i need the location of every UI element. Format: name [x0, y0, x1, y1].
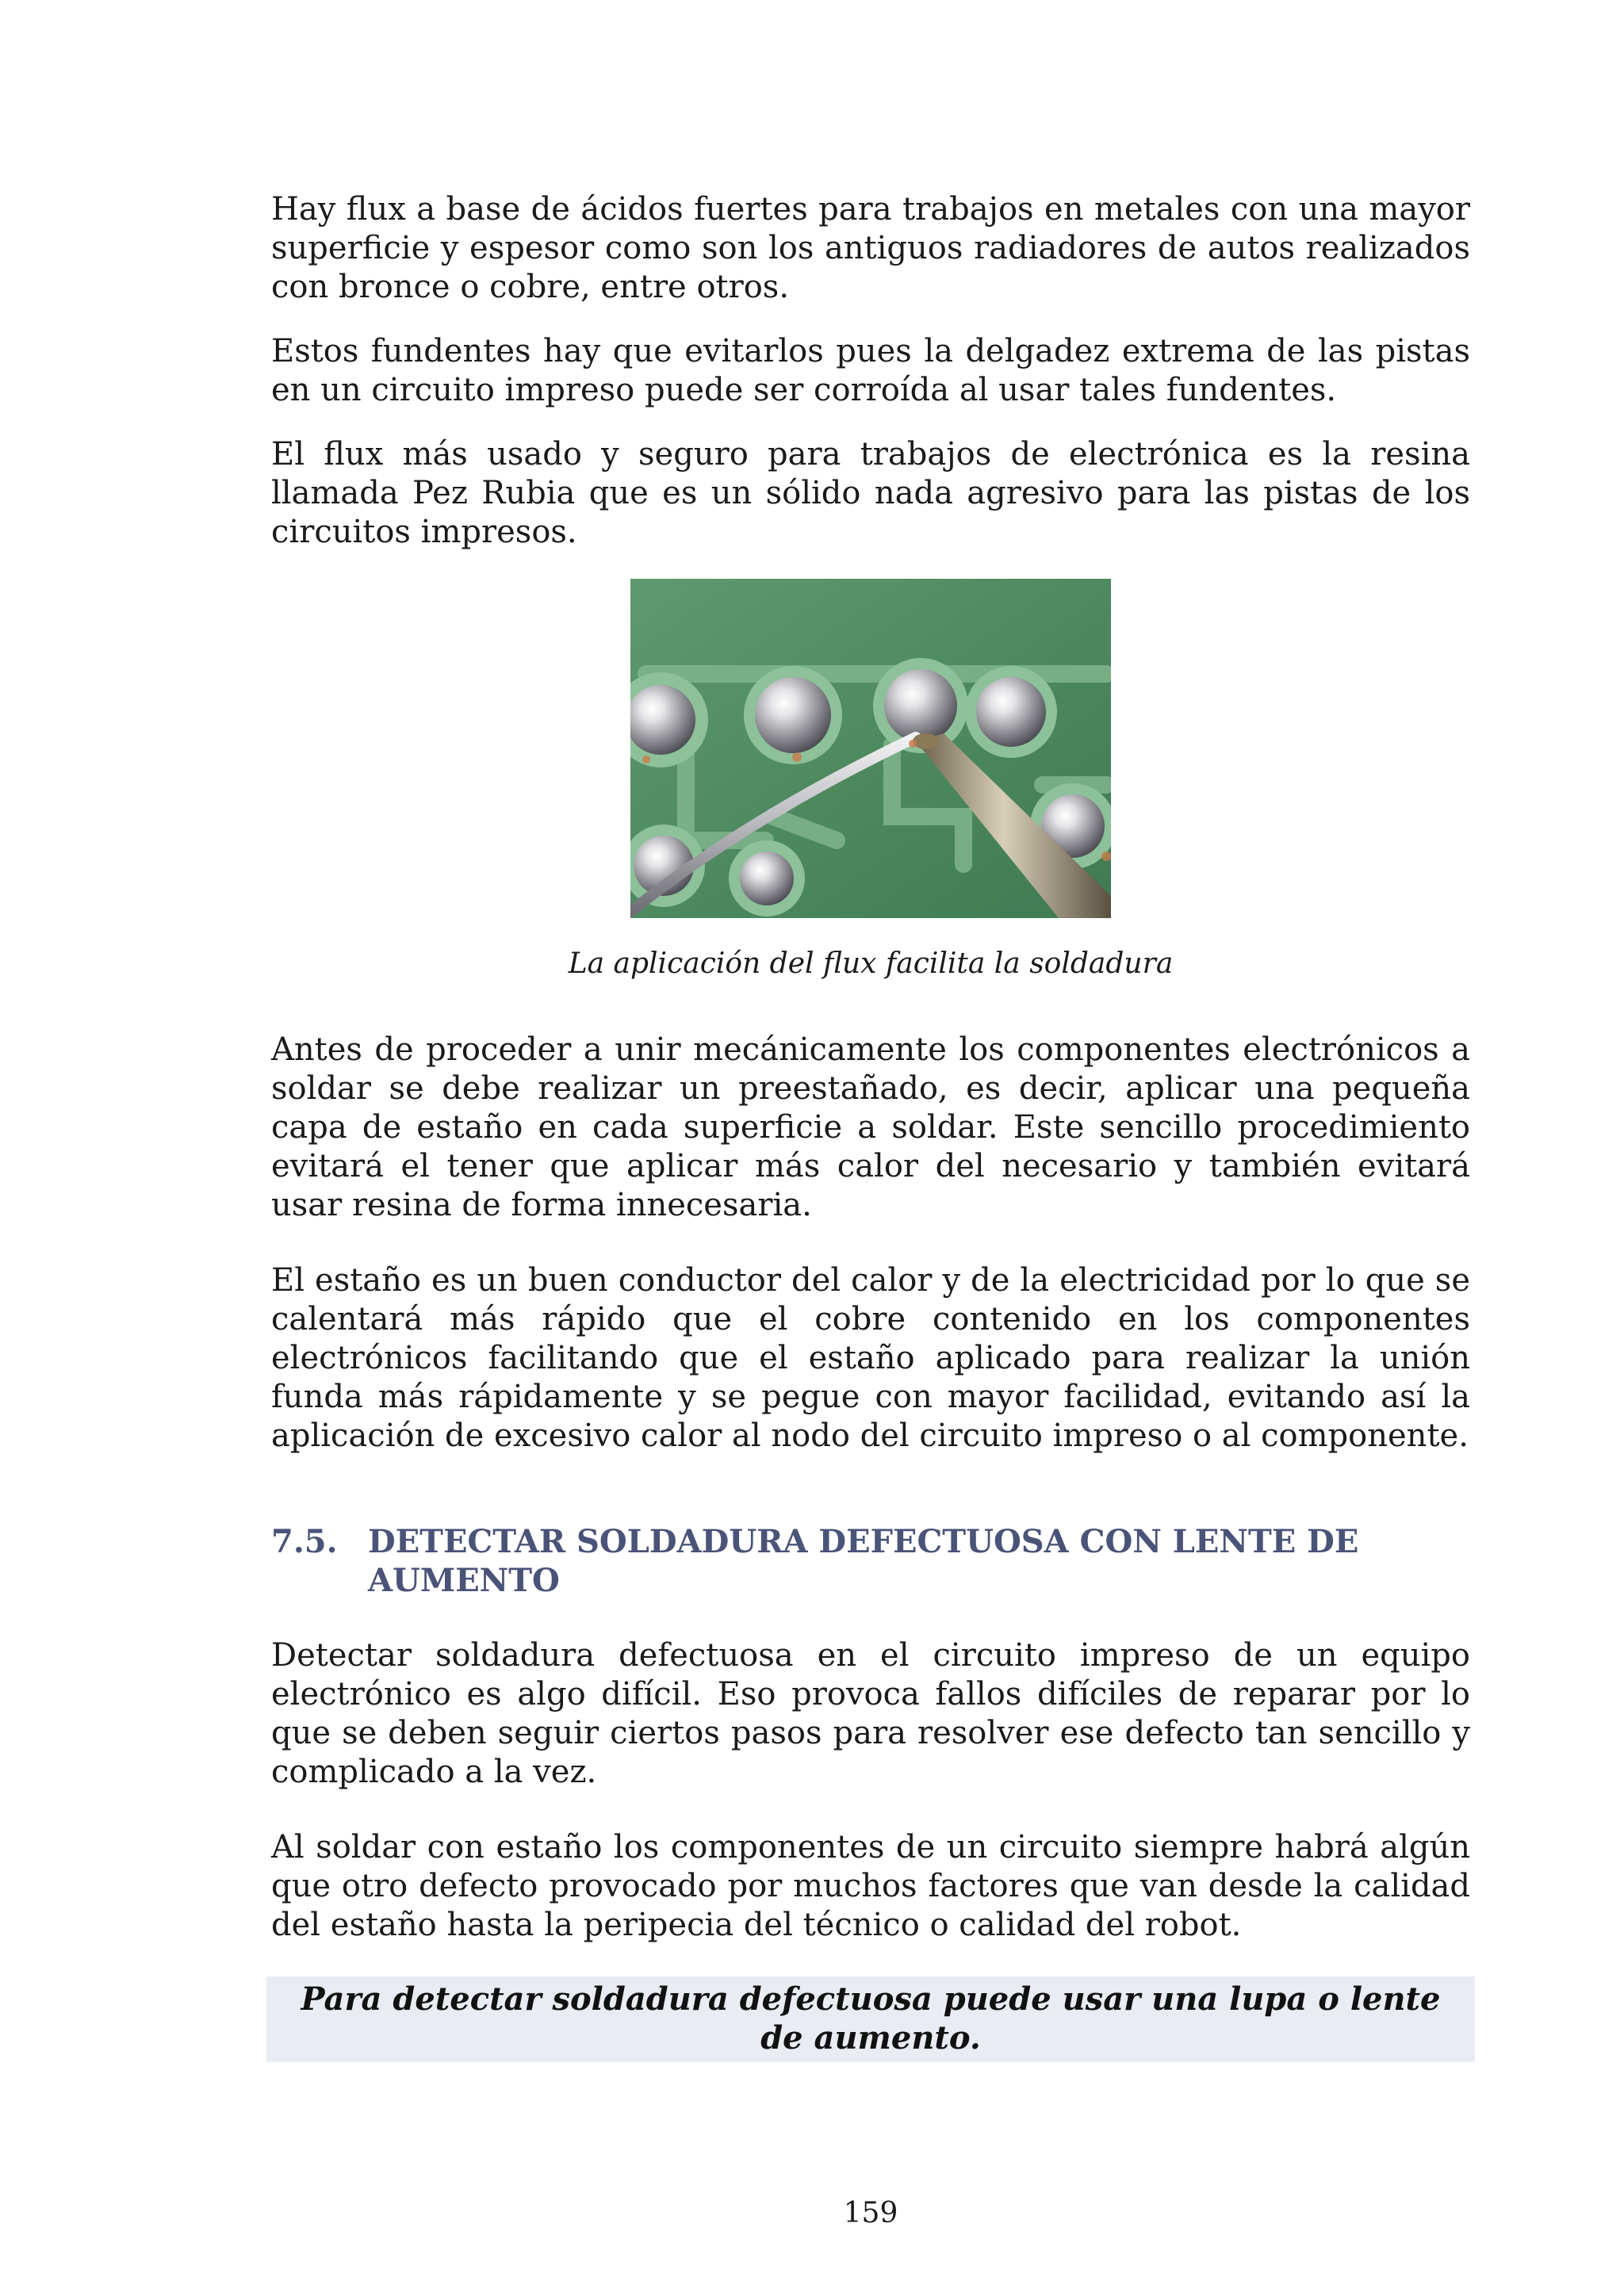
- soldering-photo: [630, 579, 1111, 918]
- paragraph-strong-acid-flux: Hay flux a base de ácidos fuertes para trabajos en metales con una mayor superficie y espesor como son los antiguos radiadores de autos realizados con bronce o cobre, entre otros.: [271, 191, 1470, 305]
- page-number: 159: [843, 2197, 898, 2229]
- paragraph-detect-defects: Detectar soldadura defectuosa en el circuito impreso de un equipo electrónico es algo difícil. Eso provoca fallos difíciles de reparar por lo que se deben seguir ciertos pasos para resolver ese defecto tan sencillo y complicado a la vez.: [271, 1637, 1470, 1790]
- section-title: DETECTAR SOLDADURA DEFECTUOSA CON LENTE DE AUMENTO: [368, 1523, 1359, 1599]
- paragraph-tin-conductor: El estaño es un buen conductor del calor y de la electricidad por lo que se calentará más rápido que el cobre contenido en los componentes electrónicos facilitando que el estaño aplicado para realizar la unión funda más rápidamente y se pegue con mayor facilidad, evitando así la aplicación de excesivo calor al nodo del circuito impreso o al componente.: [271, 1262, 1470, 1454]
- callout-magnifier-tip: Para detectar soldadura defectuosa puede usar una lupa o lente de aumento.: [266, 1976, 1475, 2062]
- paragraph-pre-tinning: Antes de proceder a unir mecánicamente los componentes electrónicos a soldar se debe realizar un preestañado, es decir, aplicar una pequeña capa de estaño en cada superficie a soldar. Este sencillo procedimiento evitará el tener que aplicar más calor del necesario y también evitará usar resina de forma innecesaria.: [271, 1031, 1470, 1223]
- paragraph-pez-rubia-resin: El flux más usado y seguro para trabajos de electrónica es la resina llamada Pez Rubia que es un sólido nada agresivo para las pistas de los circuitos impresos.: [271, 436, 1470, 550]
- figure-caption: La aplicación del flux facilita la soldadura: [568, 947, 1174, 980]
- paragraph-avoid-fluxes: Estos fundentes hay que evitarlos pues la delgadez extrema de las pistas en un circuito impreso puede ser corroída al usar tales fundentes.: [271, 333, 1470, 408]
- paragraph-soldering-defects: Al soldar con estaño los componentes de un circuito siempre habrá algún que otro defecto provocado por muchos factores que van desde la calidad del estaño hasta la peripecia del técnico o calidad del robot.: [271, 1829, 1470, 1943]
- page-content: [271, 190, 1470, 2062]
- pcb-soldering-illustration: [630, 579, 1111, 918]
- section-number: 7.5.: [271, 1523, 338, 1560]
- figure-flux-application: [271, 579, 1470, 982]
- section-heading: [271, 1522, 1470, 1600]
